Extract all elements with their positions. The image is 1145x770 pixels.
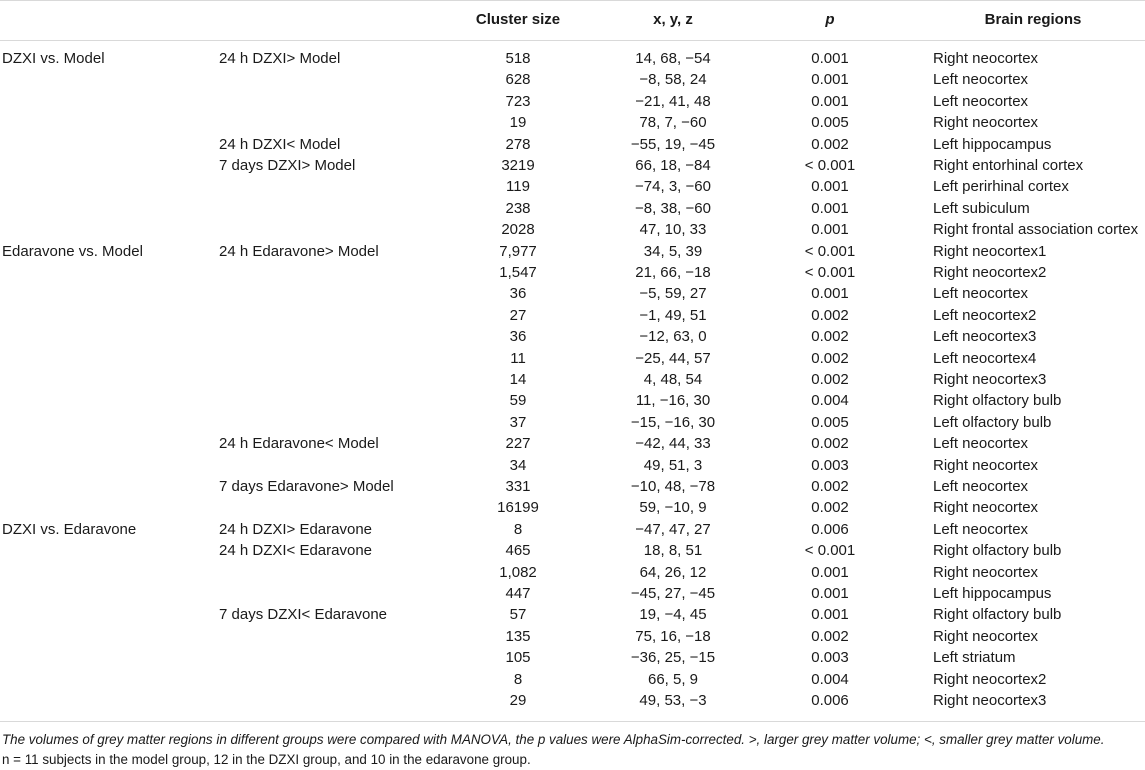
cluster-size-cell: 7,977 <box>499 242 537 260</box>
p-value-cell: 0.002 <box>811 349 849 367</box>
comparison-cell: DZXI vs. Edaravone <box>2 520 137 538</box>
cluster-size-cell: 447 <box>505 585 531 602</box>
coordinates-cell: −45, 27, −45 <box>630 585 716 602</box>
cluster-size-cell: 29 <box>509 692 527 709</box>
brain-region-cell: Right neocortex3 <box>933 371 1047 388</box>
cluster-size-cell: 1,082 <box>499 563 537 581</box>
contrast-cell: 7 days Edaravone> Model <box>219 478 394 495</box>
cluster-size-cell: 238 <box>505 199 531 217</box>
p-value-cell: 0.002 <box>811 478 849 495</box>
cluster-size-cell: 37 <box>509 413 527 431</box>
cluster-size-cell: 3219 <box>501 157 535 174</box>
table-row <box>0 584 1145 605</box>
coordinates-cell: 78, 7, −60 <box>639 114 707 132</box>
brain-region-cell: Left neocortex2 <box>933 306 1037 324</box>
brain-region-cell: Right entorhinal cortex <box>933 157 1084 174</box>
p-value-cell: 0.001 <box>811 285 849 303</box>
coordinates-cell: −25, 44, 57 <box>635 349 711 367</box>
coordinates-cell: 19, −4, 45 <box>639 606 707 624</box>
p-value-cell: 0.002 <box>811 627 849 645</box>
brain-region-cell: Right neocortex <box>933 456 1039 474</box>
cluster-size-cell: 19 <box>509 114 527 132</box>
coordinates-cell: −8, 58, 24 <box>639 71 707 89</box>
brain-region-cell: Right neocortex <box>933 114 1039 132</box>
cluster-size-cell: 36 <box>509 328 527 346</box>
coordinates-cell: 11, −16, 30 <box>635 392 711 410</box>
p-value-cell: < 0.001 <box>804 242 856 260</box>
table-row <box>0 177 1145 198</box>
cluster-size-cell: 1,547 <box>499 264 537 281</box>
coordinates-cell: −21, 41, 48 <box>635 92 711 110</box>
p-value-cell: 0.006 <box>811 692 849 709</box>
coordinates-cell: −5, 59, 27 <box>639 285 707 303</box>
table-row <box>0 92 1145 113</box>
coordinates-cell: 75, 16, −18 <box>635 627 711 645</box>
p-value-cell: < 0.001 <box>804 157 856 174</box>
p-value-cell: 0.002 <box>811 306 849 324</box>
table-row <box>0 370 1145 391</box>
brain-region-cell: Left hippocampus <box>933 135 1052 153</box>
table-row <box>0 520 1145 541</box>
contrast-cell: 24 h DZXI< Edaravone <box>219 542 373 560</box>
coordinates-cell: 14, 68, −54 <box>635 50 711 67</box>
header-brain-regions: Brain regions <box>984 11 1082 28</box>
footnote-line-2: n = 11 subjects in the model group, 12 in the DZXI group, and 10 in the edaravone group. <box>2 752 531 767</box>
contrast-cell: 24 h DZXI> Edaravone <box>219 520 373 538</box>
p-value-cell: 0.001 <box>811 71 849 89</box>
coordinates-cell: 66, 18, −84 <box>635 157 711 174</box>
p-value-cell: 0.002 <box>811 435 849 453</box>
table-row <box>0 627 1145 648</box>
table-header <box>0 0 1145 40</box>
brain-region-cell: Right neocortex <box>933 499 1039 517</box>
coordinates-cell: 18, 8, 51 <box>643 542 703 560</box>
cluster-size-cell: 331 <box>505 478 531 495</box>
cluster-size-cell: 16199 <box>497 499 539 517</box>
coordinates-cell: 64, 26, 12 <box>639 563 707 581</box>
coordinates-cell: −55, 19, −45 <box>630 135 716 153</box>
comparison-cell: Edaravone vs. Model <box>2 242 143 260</box>
brain-region-cell: Right frontal association cortex <box>933 221 1139 239</box>
table-row <box>0 220 1145 241</box>
brain-region-cell: Left neocortex <box>933 285 1029 303</box>
cluster-size-cell: 2028 <box>501 221 535 239</box>
p-value-cell: 0.001 <box>811 92 849 110</box>
cluster-size-cell: 105 <box>505 649 531 667</box>
p-value-cell: < 0.001 <box>804 264 856 281</box>
contrast-cell: 7 days DZXI< Edaravone <box>219 606 388 624</box>
cluster-size-cell: 57 <box>509 606 527 624</box>
cluster-size-cell: 59 <box>509 392 527 410</box>
coordinates-cell: −12, 63, 0 <box>639 328 707 346</box>
p-value-cell: 0.001 <box>811 50 849 67</box>
table-row <box>0 670 1145 691</box>
table-row <box>0 349 1145 370</box>
table-row <box>0 284 1145 305</box>
p-value-cell: 0.002 <box>811 499 849 517</box>
coordinates-cell: −42, 44, 33 <box>635 435 711 453</box>
brain-region-cell: Left perirhinal cortex <box>933 178 1069 196</box>
coordinates-cell: 34, 5, 39 <box>643 242 703 260</box>
p-value-cell: 0.002 <box>811 135 849 153</box>
cluster-size-cell: 278 <box>505 135 531 153</box>
brain-region-cell: Right neocortex3 <box>933 692 1047 709</box>
brain-region-cell: Right olfactory bulb <box>933 392 1062 410</box>
header-coordinates: x, y, z <box>653 11 693 28</box>
table-row <box>0 391 1145 412</box>
cluster-size-cell: 628 <box>505 71 531 89</box>
brain-region-cell: Left hippocampus <box>933 585 1052 602</box>
p-value-cell: 0.003 <box>811 456 849 474</box>
brain-region-cell: Right neocortex1 <box>933 242 1047 260</box>
coordinates-cell: −8, 38, −60 <box>635 199 711 217</box>
p-value-cell: 0.001 <box>811 221 849 239</box>
table-row <box>0 498 1145 519</box>
brain-region-cell: Left neocortex3 <box>933 328 1037 346</box>
p-value-cell: 0.002 <box>811 328 849 346</box>
cluster-size-cell: 518 <box>505 50 531 67</box>
table-row <box>0 113 1145 134</box>
table-row <box>0 327 1145 348</box>
table-row <box>0 691 1145 712</box>
brain-region-cell: Left subiculum <box>933 199 1030 217</box>
brain-region-cell: Right neocortex <box>933 563 1039 581</box>
brain-region-cell: Left neocortex <box>933 92 1029 110</box>
table-row <box>0 477 1145 498</box>
brain-region-cell: Left neocortex <box>933 435 1029 453</box>
table-row <box>0 242 1145 263</box>
cluster-size-cell: 465 <box>505 542 531 560</box>
cluster-size-cell: 36 <box>509 285 527 303</box>
p-value-cell: 0.005 <box>811 114 849 132</box>
table-row <box>0 541 1145 562</box>
coordinates-cell: −10, 48, −78 <box>630 478 716 495</box>
cluster-size-cell: 227 <box>505 435 531 453</box>
table-row <box>0 70 1145 91</box>
p-value-cell: 0.001 <box>811 585 849 602</box>
table-row <box>0 413 1145 434</box>
table-row <box>0 199 1145 220</box>
p-value-cell: 0.001 <box>811 178 849 196</box>
coordinates-cell: 59, −10, 9 <box>639 499 707 517</box>
cluster-size-cell: 723 <box>505 92 531 110</box>
comparison-cell: DZXI vs. Model <box>2 50 105 67</box>
footnote-line-1: The volumes of grey matter regions in different groups were compared with MANOVA, the p values were AlphaSim-corrected. >, larger grey matter volume; <, smaller grey matter volume. <box>2 732 1105 747</box>
table-row <box>0 306 1145 327</box>
contrast-cell: 24 h Edaravone< Model <box>219 435 379 453</box>
brain-region-cell: Left neocortex <box>933 520 1029 538</box>
contrast-cell: 7 days DZXI> Model <box>219 157 356 174</box>
p-value-cell: 0.002 <box>811 371 849 388</box>
coordinates-cell: 66, 5, 9 <box>647 670 699 688</box>
p-value-cell: 0.001 <box>811 199 849 217</box>
table-row <box>0 263 1145 284</box>
brain-region-cell: Left neocortex4 <box>933 349 1037 367</box>
brain-region-cell: Right neocortex2 <box>933 264 1047 281</box>
p-value-cell: 0.001 <box>811 606 849 624</box>
p-value-cell: 0.006 <box>811 520 849 538</box>
table-row <box>0 563 1145 584</box>
header-cluster-size: Cluster size <box>475 11 561 28</box>
coordinates-cell: −36, 25, −15 <box>630 649 716 667</box>
table-row <box>0 456 1145 477</box>
cluster-size-cell: 34 <box>509 456 527 474</box>
header-p-value: p <box>825 11 835 28</box>
p-value-cell: 0.001 <box>811 563 849 581</box>
cluster-size-cell: 8 <box>513 520 523 538</box>
coordinates-cell: 4, 48, 54 <box>643 371 703 388</box>
brain-region-cell: Right neocortex <box>933 50 1039 67</box>
cluster-size-cell: 14 <box>509 371 527 388</box>
contrast-cell: 24 h DZXI< Model <box>219 135 341 153</box>
p-value-cell: 0.004 <box>811 670 849 688</box>
brain-region-cell: Left striatum <box>933 649 1016 667</box>
brain-region-cell: Right neocortex <box>933 627 1039 645</box>
brain-region-cell: Right neocortex2 <box>933 670 1047 688</box>
table-row <box>0 156 1145 177</box>
coordinates-cell: 49, 53, −3 <box>639 692 707 709</box>
brain-region-cell: Right olfactory bulb <box>933 606 1062 624</box>
table-row <box>0 49 1145 70</box>
cluster-size-cell: 8 <box>513 670 523 688</box>
p-value-cell: 0.003 <box>811 649 849 667</box>
contrast-cell: 24 h DZXI> Model <box>219 50 341 67</box>
table-row <box>0 648 1145 669</box>
coordinates-cell: 47, 10, 33 <box>639 221 707 239</box>
brain-region-cell: Left neocortex <box>933 71 1029 89</box>
table-row <box>0 135 1145 156</box>
coordinates-cell: −1, 49, 51 <box>639 306 707 324</box>
brain-region-cell: Right olfactory bulb <box>933 542 1062 560</box>
p-value-cell: < 0.001 <box>804 542 856 560</box>
p-value-cell: 0.005 <box>811 413 849 431</box>
brain-region-cell: Left olfactory bulb <box>933 413 1052 431</box>
header-rule <box>0 40 1145 41</box>
table-bottom-rule <box>0 721 1145 722</box>
cluster-size-cell: 119 <box>506 178 530 196</box>
cluster-size-cell: 27 <box>509 306 527 324</box>
p-value-cell: 0.004 <box>811 392 849 410</box>
table-row <box>0 434 1145 455</box>
coordinates-cell: −74, 3, −60 <box>635 178 711 196</box>
coordinates-cell: −47, 47, 27 <box>635 520 711 538</box>
table-footnote <box>2 730 1142 770</box>
coordinates-cell: −15, −16, 30 <box>630 413 716 431</box>
table-row <box>0 605 1145 626</box>
coordinates-cell: 21, 66, −18 <box>635 264 711 281</box>
coordinates-cell: 49, 51, 3 <box>643 456 703 474</box>
contrast-cell: 24 h Edaravone> Model <box>219 242 379 260</box>
brain-region-cell: Left neocortex <box>933 478 1029 495</box>
cluster-size-cell: 11 <box>510 349 526 367</box>
cluster-size-cell: 135 <box>505 627 531 645</box>
